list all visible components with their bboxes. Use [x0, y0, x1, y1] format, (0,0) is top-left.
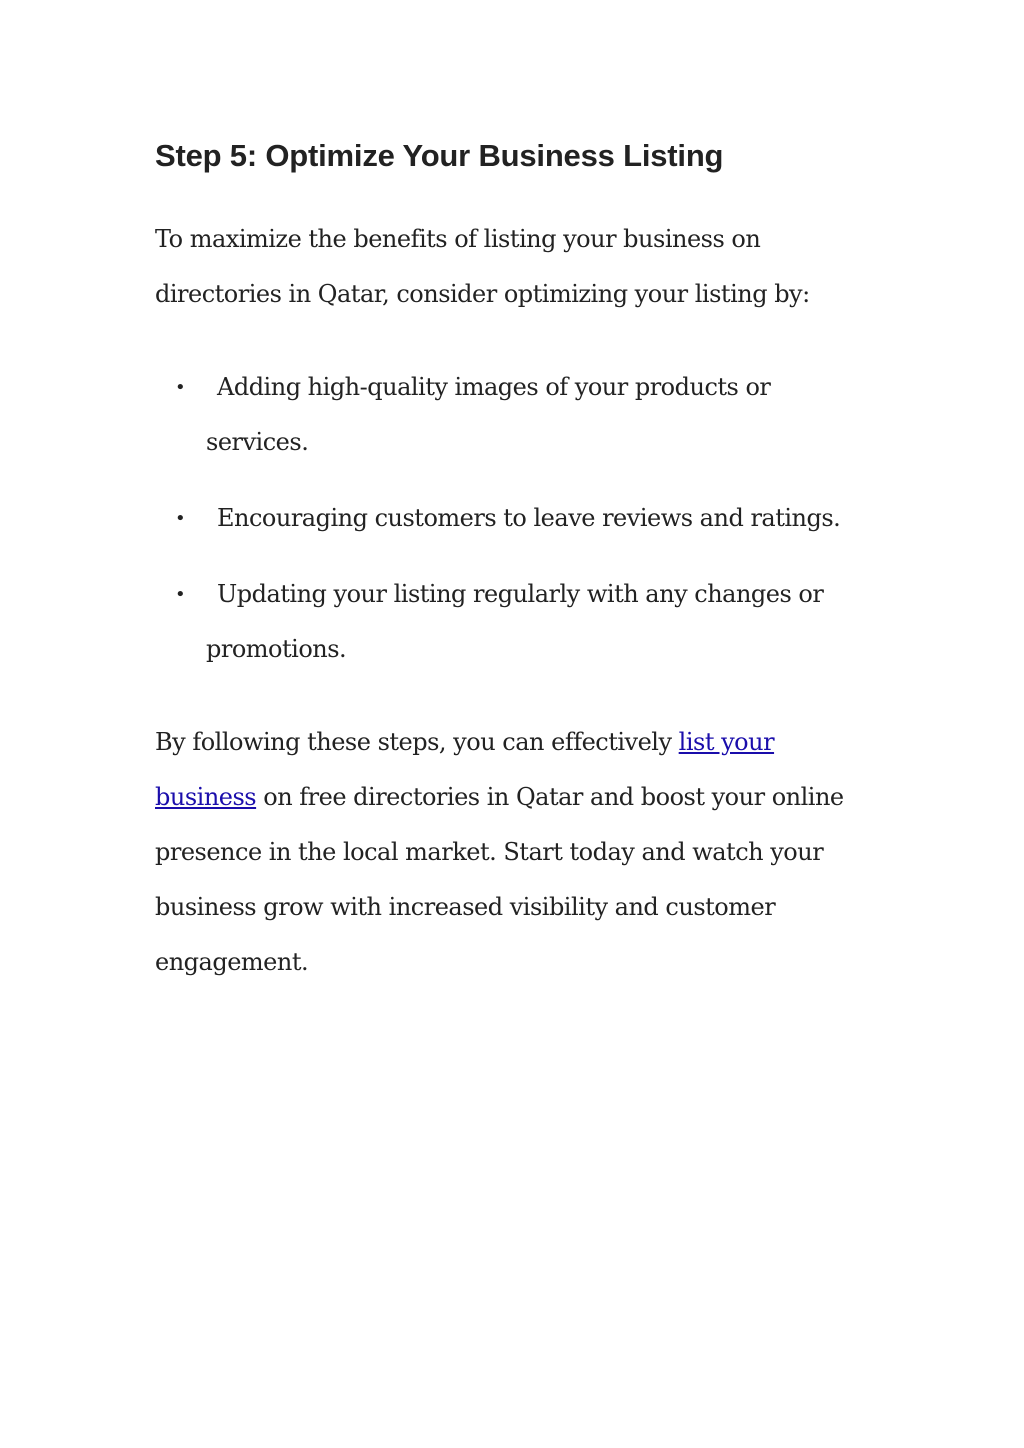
- closing-paragraph: [155, 715, 875, 990]
- section-heading: Step 5: Optimize Your Business Listing: [155, 138, 724, 173]
- intro-line: directories in Qatar, consider optimizing your listing by:: [155, 280, 810, 308]
- list-item: [155, 567, 875, 677]
- closing-text-start: By following these steps, you can effectively: [155, 728, 679, 756]
- closing-text-end: on free directories in Qatar and boost your online presence in the local market. Start today and watch your business grow with increased visibility and customer engagement.: [155, 783, 844, 976]
- optimization-list: [155, 360, 875, 698]
- bullet-icon: •: [175, 377, 186, 398]
- list-item: [155, 491, 875, 546]
- list-item: [155, 360, 875, 470]
- list-item-text: Encouraging customers to leave reviews and ratings.: [217, 504, 841, 532]
- list-item-text: Adding high-quality images of your products or services.: [206, 373, 771, 456]
- bullet-icon: •: [175, 508, 186, 529]
- intro-paragraph: [155, 212, 875, 322]
- list-your-business-link[interactable]: list your business: [155, 728, 775, 811]
- intro-line: To maximize the benefits of listing your business on: [155, 225, 761, 253]
- list-item-text: Updating your listing regularly with any changes or promotions.: [206, 580, 824, 663]
- article-content: [155, 134, 875, 976]
- bullet-icon: •: [175, 584, 186, 605]
- closing-text: [155, 715, 875, 990]
